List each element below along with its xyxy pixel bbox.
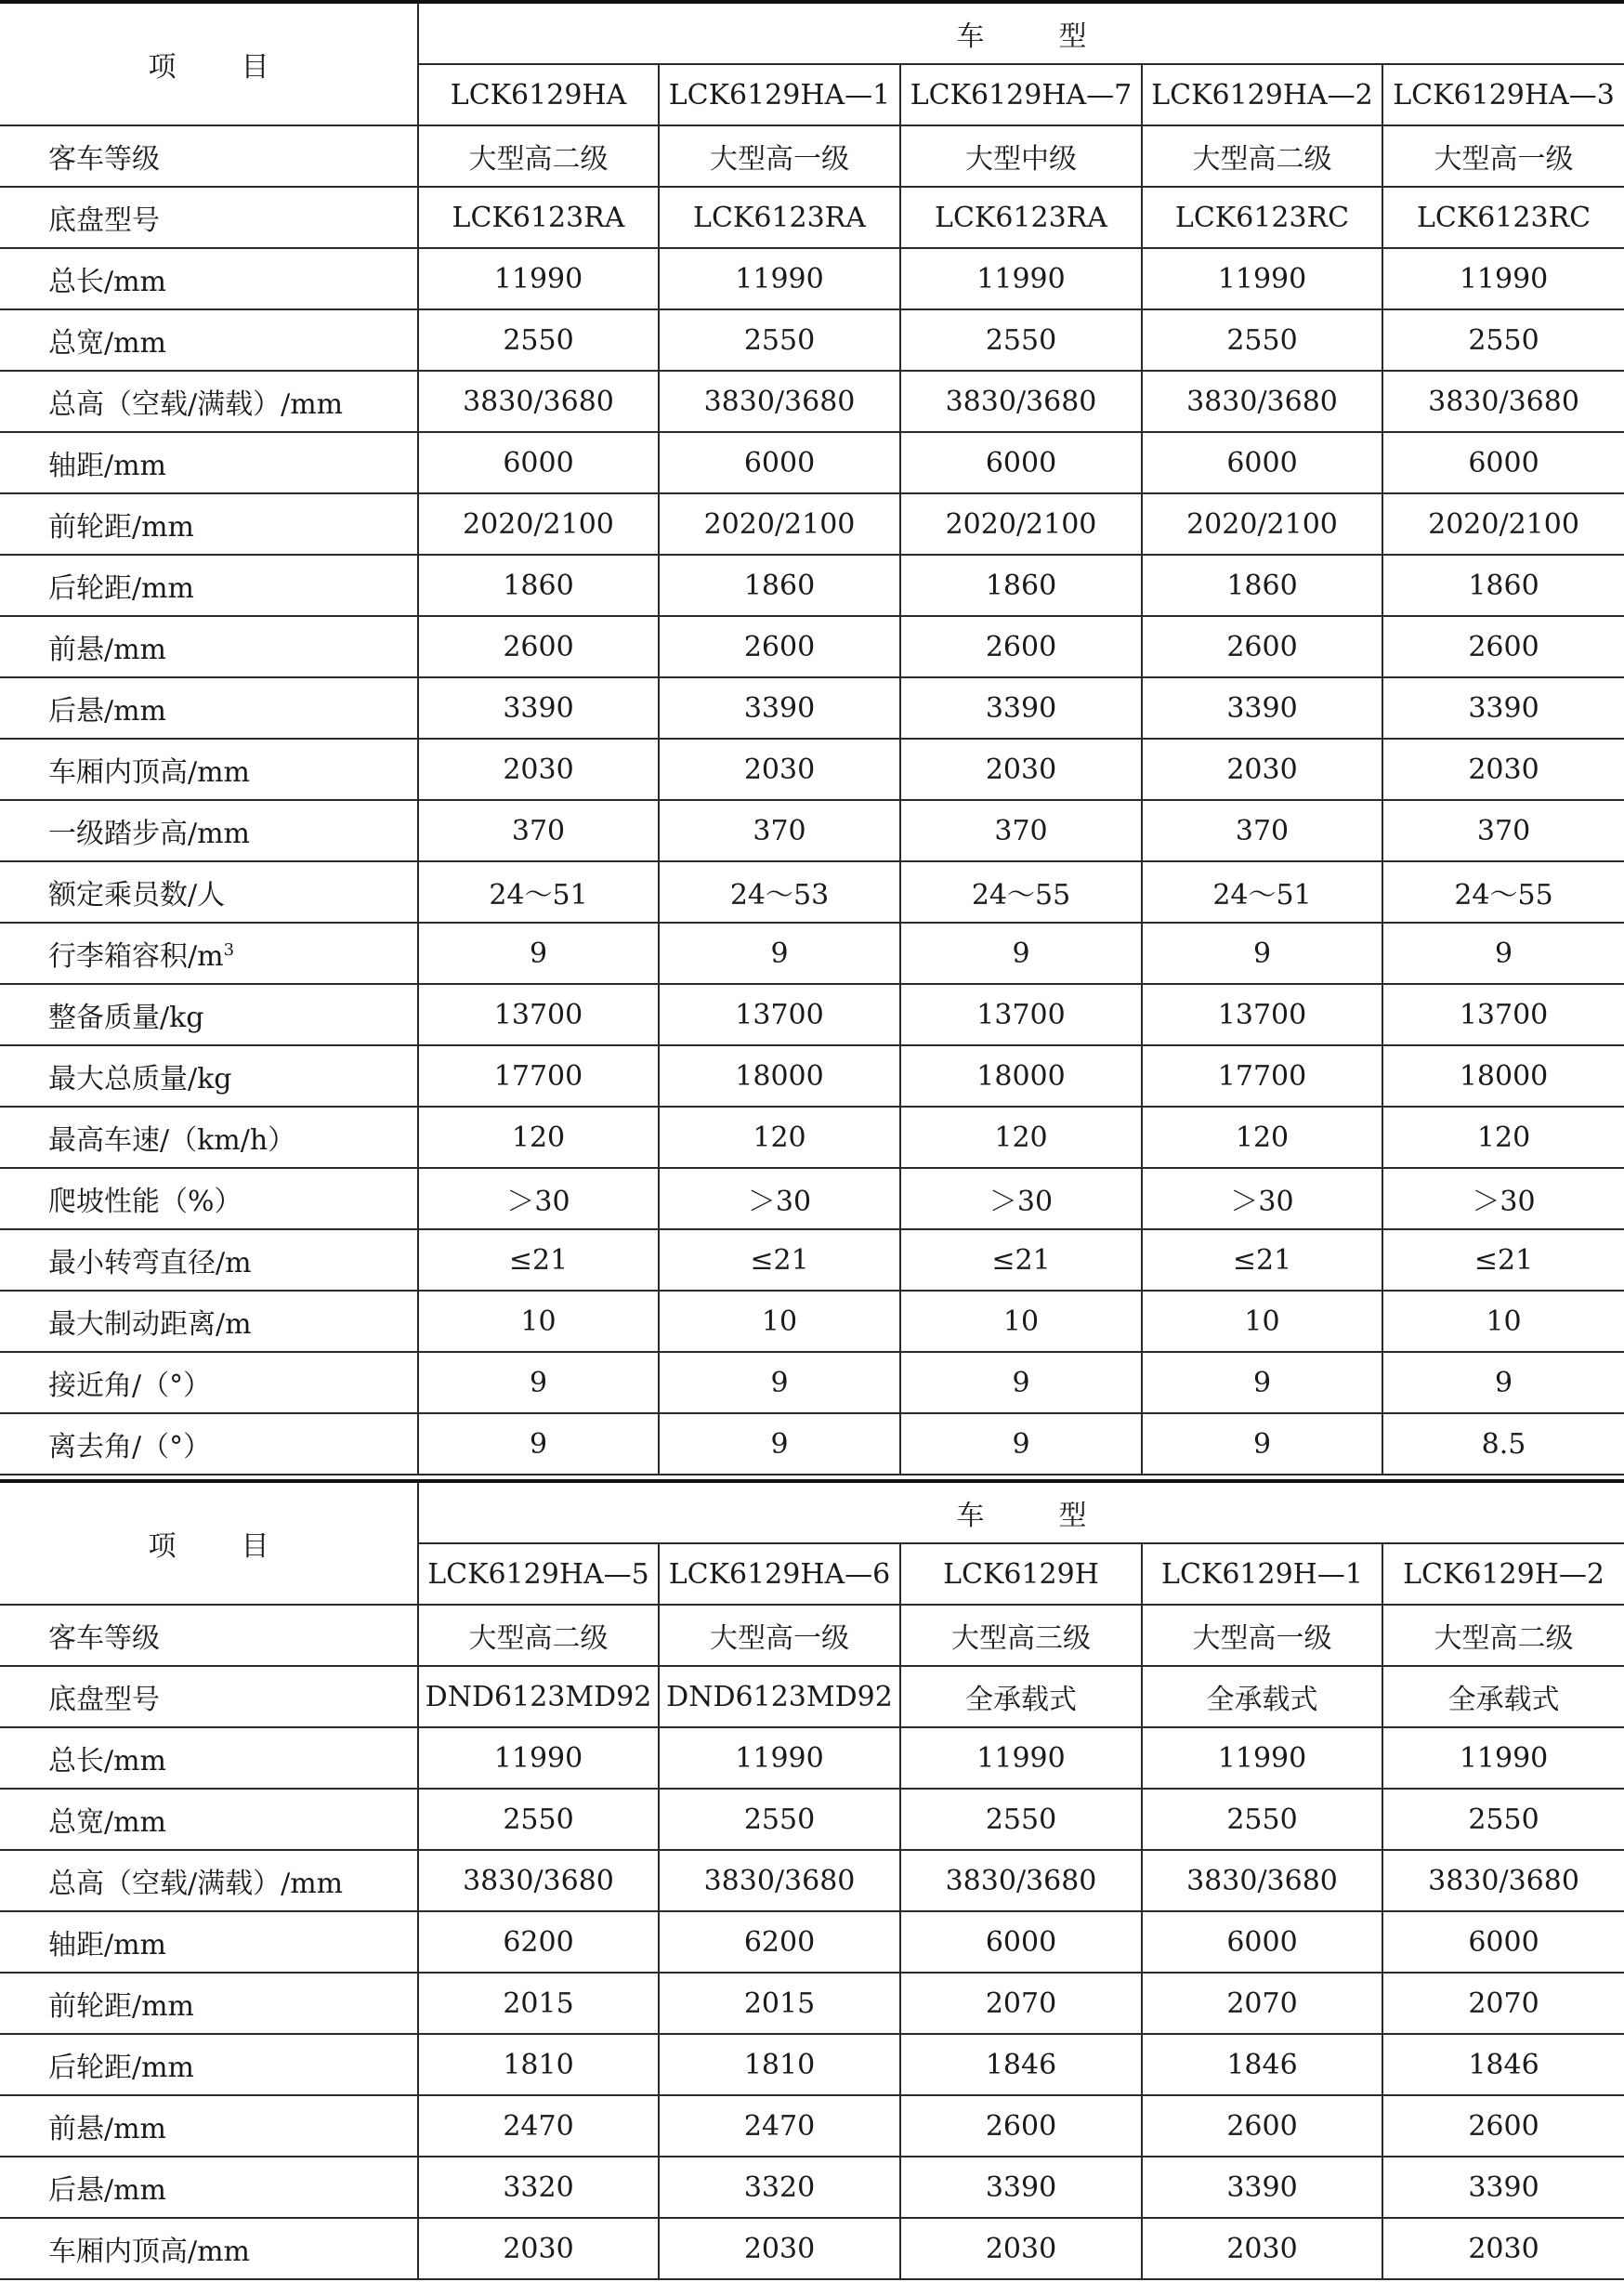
table-row	[0, 187, 1624, 248]
row-label-text: 后轮距/mm	[48, 2052, 195, 2084]
table-cell: 大型高二级	[418, 1605, 659, 1666]
row-label-text: 前悬/mm	[48, 634, 167, 666]
table-cell: 2020/2100	[1382, 493, 1624, 555]
row-label	[0, 1229, 418, 1291]
row-label-text: 车厢内顶高/mm	[48, 2236, 251, 2268]
table-cell: 1860	[1382, 555, 1624, 616]
row-label-text: 最小转弯直径/m	[48, 1247, 252, 1279]
table-cell: 全承载式	[1382, 1666, 1624, 1727]
model-header: LCK6129HA—3	[1382, 64, 1624, 125]
table-cell: 3390	[900, 2157, 1142, 2218]
table-cell: 2070	[900, 1973, 1142, 2034]
table-cell: 11990	[659, 248, 900, 309]
table-row	[0, 1229, 1624, 1291]
table-cell: 9	[418, 1413, 659, 1475]
table-cell: 3830/3680	[659, 1850, 900, 1911]
table-cell: 全承载式	[1142, 1666, 1382, 1727]
row-label	[0, 861, 418, 923]
row-label	[0, 1107, 418, 1168]
row-label-text: 前轮距/mm	[48, 511, 195, 544]
row-label-text: 总高（空载/满载）/mm	[48, 1868, 344, 1900]
table-cell: 9	[900, 1352, 1142, 1413]
table-cell: 2015	[418, 1973, 659, 2034]
table-cell: 2030	[418, 2218, 659, 2279]
table-cell: LCK6123RA	[900, 187, 1142, 248]
table-row	[0, 1045, 1624, 1107]
table-cell: 大型高一级	[659, 1605, 900, 1666]
table-cell: 18000	[1382, 1045, 1624, 1107]
table-cell: 1860	[900, 555, 1142, 616]
table-cell: 2020/2100	[418, 493, 659, 555]
table-cell: 3320	[659, 2157, 900, 2218]
table-cell: 2015	[659, 1973, 900, 2034]
table-row	[0, 1352, 1624, 1413]
table-cell: 120	[1382, 1107, 1624, 1168]
row-label	[0, 677, 418, 739]
table-row	[0, 677, 1624, 739]
table-row	[0, 555, 1624, 616]
row-label	[0, 1045, 418, 1107]
table-row	[0, 432, 1624, 493]
table-cell: 6000	[1382, 432, 1624, 493]
row-label	[0, 125, 418, 187]
table-cell: 2550	[1382, 309, 1624, 371]
row-label	[0, 1850, 418, 1911]
row-label-text: 总高（空载/满载）/mm	[48, 388, 344, 421]
table-cell: 2550	[659, 309, 900, 371]
table-cell: 2600	[1382, 616, 1624, 677]
table-cell: 9	[659, 1352, 900, 1413]
table-2-header	[0, 1481, 1624, 1605]
row-label	[0, 1973, 418, 2034]
table-cell: 10	[900, 1291, 1142, 1352]
table-cell: 370	[418, 800, 659, 861]
table-cell: ≤21	[418, 1229, 659, 1291]
table-row	[0, 1666, 1624, 1727]
item-header-char-b: 目	[241, 51, 269, 84]
table-cell: 9	[1382, 1352, 1624, 1413]
table-cell: ≤21	[1382, 1229, 1624, 1291]
table-row	[0, 2095, 1624, 2157]
table-cell: 10	[659, 1291, 900, 1352]
row-label	[0, 2157, 418, 2218]
model-header: LCK6129H—1	[1142, 1543, 1382, 1605]
model-header: LCK6129HA	[418, 64, 659, 125]
table-row	[0, 1413, 1624, 1475]
vehicle-type-char-a: 车	[956, 1500, 985, 1532]
table-cell: 2550	[418, 309, 659, 371]
table-cell: 2070	[1142, 1973, 1382, 2034]
table-cell: 2600	[1142, 616, 1382, 677]
vehicle-type-header	[418, 1481, 1624, 1543]
row-label-text: 前悬/mm	[48, 2113, 167, 2145]
table-cell: 大型中级	[900, 125, 1142, 187]
row-label-text: 轴距/mm	[48, 1929, 167, 1961]
table-row	[0, 1911, 1624, 1973]
table-cell: 3390	[659, 677, 900, 739]
row-label	[0, 984, 418, 1045]
row-label	[0, 1291, 418, 1352]
model-header: LCK6129H—2	[1382, 1543, 1624, 1605]
table-cell: ＞30	[1382, 1168, 1624, 1229]
table-cell: 6200	[418, 1911, 659, 1973]
row-label-text: 一级踏步高/mm	[48, 818, 251, 850]
table-cell: 24～51	[1142, 861, 1382, 923]
table-cell: 3830/3680	[418, 371, 659, 432]
table-cell: 11990	[418, 1727, 659, 1789]
table-cell: 全承载式	[900, 1666, 1142, 1727]
table-cell: 6000	[659, 432, 900, 493]
model-header: LCK6129H	[900, 1543, 1142, 1605]
table-cell: 3830/3680	[1382, 371, 1624, 432]
table-cell: 24～55	[1382, 861, 1624, 923]
table-row	[0, 1605, 1624, 1666]
table-cell: 120	[659, 1107, 900, 1168]
table-cell: 3830/3680	[1382, 1850, 1624, 1911]
row-label	[0, 555, 418, 616]
table-cell: 1860	[659, 555, 900, 616]
table-cell: 13700	[1382, 984, 1624, 1045]
table-cell: 2030	[1382, 739, 1624, 800]
table-cell: 1810	[659, 2034, 900, 2095]
table-cell: 17700	[1142, 1045, 1382, 1107]
table-row	[0, 1168, 1624, 1229]
table-cell: 3320	[418, 2157, 659, 2218]
item-header-char-a: 项	[148, 51, 177, 84]
spec-table-2	[0, 1479, 1624, 2280]
table-cell: 11990	[1142, 1727, 1382, 1789]
table-cell: 2550	[1142, 1789, 1382, 1850]
table-cell: 3390	[1382, 677, 1624, 739]
table-row	[0, 1973, 1624, 2034]
table-cell: ≤21	[900, 1229, 1142, 1291]
table-cell: 3830/3680	[1142, 371, 1382, 432]
row-label-text: 最高车速/（km/h）	[48, 1124, 296, 1157]
vehicle-type-char-b: 型	[1058, 20, 1087, 53]
row-label-text: 客车等级	[48, 1622, 160, 1655]
table-cell: 2550	[659, 1789, 900, 1850]
table-cell: 1846	[1142, 2034, 1382, 2095]
table-cell: 11990	[1382, 248, 1624, 309]
model-header: LCK6129HA—6	[659, 1543, 900, 1605]
row-label	[0, 371, 418, 432]
table-cell: 2030	[1382, 2218, 1624, 2279]
table-cell: 120	[1142, 1107, 1382, 1168]
table-cell: 9	[418, 1352, 659, 1413]
row-label-text: 后轮距/mm	[48, 572, 195, 605]
table-cell: 9	[659, 923, 900, 984]
row-label	[0, 1168, 418, 1229]
table-cell: 370	[1382, 800, 1624, 861]
vehicle-type-char-b: 型	[1058, 1500, 1087, 1532]
row-label-text: 前轮距/mm	[48, 1990, 195, 2023]
table-cell: 2020/2100	[900, 493, 1142, 555]
row-label-text: 客车等级	[48, 143, 160, 176]
table-cell: 6000	[900, 1911, 1142, 1973]
table-cell: 3830/3680	[900, 1850, 1142, 1911]
table-cell: 1860	[1142, 555, 1382, 616]
table-cell: ＞30	[418, 1168, 659, 1229]
table-cell: 13700	[659, 984, 900, 1045]
table-cell: 2600	[900, 2095, 1142, 2157]
table-cell: 2030	[1142, 2218, 1382, 2279]
row-label-text: 离去角/（°）	[48, 1431, 212, 1463]
row-label	[0, 1666, 418, 1727]
table-row	[0, 861, 1624, 923]
table-cell: 9	[1382, 923, 1624, 984]
table-cell: LCK6123RC	[1142, 187, 1382, 248]
table-cell: 370	[900, 800, 1142, 861]
table-cell: 18000	[659, 1045, 900, 1107]
table-row	[0, 1107, 1624, 1168]
table-row	[0, 2157, 1624, 2218]
item-header	[0, 2, 418, 125]
row-label-text: 底盘型号	[48, 204, 160, 237]
table-cell: 2550	[1382, 1789, 1624, 1850]
table-row	[0, 371, 1624, 432]
table-cell: 3830/3680	[659, 371, 900, 432]
table-cell: 370	[659, 800, 900, 861]
vehicle-type-char-a: 车	[956, 20, 985, 53]
item-header	[0, 1481, 418, 1605]
table-cell: 17700	[418, 1045, 659, 1107]
table-cell: 3390	[1142, 2157, 1382, 2218]
table-cell: 9	[900, 923, 1142, 984]
table-1-body	[0, 125, 1624, 1475]
row-label-text: 接近角/（°）	[48, 1370, 212, 1402]
row-label-text: 轴距/mm	[48, 450, 167, 482]
table-cell: 2070	[1382, 1973, 1624, 2034]
row-label	[0, 493, 418, 555]
table-cell: 2600	[900, 616, 1142, 677]
table-cell: 3390	[1142, 677, 1382, 739]
table-row	[0, 1291, 1624, 1352]
table-cell: LCK6123RA	[659, 187, 900, 248]
table-row	[0, 923, 1624, 984]
table-cell: 大型高二级	[1142, 125, 1382, 187]
table-cell: 大型高二级	[1382, 1605, 1624, 1666]
model-header: LCK6129HA—5	[418, 1543, 659, 1605]
table-cell: 6000	[418, 432, 659, 493]
row-label	[0, 432, 418, 493]
table-row	[0, 984, 1624, 1045]
table-cell: 9	[659, 1413, 900, 1475]
table-row	[0, 1850, 1624, 1911]
row-label	[0, 1352, 418, 1413]
table-cell: 13700	[900, 984, 1142, 1045]
table-row	[0, 739, 1624, 800]
table-cell: 9	[900, 1413, 1142, 1475]
table-row	[0, 1789, 1624, 1850]
table-cell: 24～53	[659, 861, 900, 923]
table-cell: 24～55	[900, 861, 1142, 923]
table-cell: 6000	[1142, 432, 1382, 493]
table-cell: 2600	[659, 616, 900, 677]
row-label-text: 最大总质量/kg	[48, 1063, 232, 1095]
table-cell: 6000	[1382, 1911, 1624, 1973]
item-header-char-b: 目	[241, 1530, 269, 1563]
row-label-text: 车厢内顶高/mm	[48, 756, 251, 789]
table-cell: 2550	[418, 1789, 659, 1850]
table-cell: 2030	[1142, 739, 1382, 800]
row-label-text: 最大制动距离/m	[48, 1308, 252, 1341]
table-cell: ≤21	[1142, 1229, 1382, 1291]
table-row	[0, 800, 1624, 861]
table-cell: 3830/3680	[418, 1850, 659, 1911]
table-cell: 大型高一级	[659, 125, 900, 187]
table-row	[0, 1727, 1624, 1789]
table-cell: 9	[1142, 923, 1382, 984]
table-cell: 2030	[418, 739, 659, 800]
table-cell: 大型高一级	[1142, 1605, 1382, 1666]
row-label-text: 后悬/mm	[48, 2174, 167, 2207]
row-label-text: 底盘型号	[48, 1684, 160, 1716]
table-cell: 2020/2100	[1142, 493, 1382, 555]
table-cell: 6000	[1142, 1911, 1382, 1973]
table-cell: 2600	[1142, 2095, 1382, 2157]
row-label	[0, 800, 418, 861]
table-row	[0, 125, 1624, 187]
table-cell: 6200	[659, 1911, 900, 1973]
row-label-text: 总长/mm	[48, 266, 167, 298]
row-label-text: 行李箱容积/m	[48, 940, 224, 973]
table-cell: 2600	[418, 616, 659, 677]
table-row	[0, 2218, 1624, 2279]
model-header: LCK6129HA—2	[1142, 64, 1382, 125]
table-cell: 18000	[900, 1045, 1142, 1107]
table-row	[0, 493, 1624, 555]
table-cell: 9	[1142, 1413, 1382, 1475]
table-cell: ＞30	[900, 1168, 1142, 1229]
table-cell: 2020/2100	[659, 493, 900, 555]
row-label	[0, 616, 418, 677]
table-cell: 2030	[659, 2218, 900, 2279]
item-header-char-a: 项	[148, 1530, 177, 1563]
table-cell: 13700	[418, 984, 659, 1045]
model-header: LCK6129HA—7	[900, 64, 1142, 125]
table-cell: 11990	[1382, 1727, 1624, 1789]
table-cell: 9	[1142, 1352, 1382, 1413]
table-cell: 10	[418, 1291, 659, 1352]
table-cell: 10	[1142, 1291, 1382, 1352]
table-cell: 13700	[1142, 984, 1382, 1045]
table-cell: 120	[418, 1107, 659, 1168]
row-label-text: 总宽/mm	[48, 1806, 167, 1839]
row-label	[0, 187, 418, 248]
table-cell: 2030	[659, 739, 900, 800]
table-1-header	[0, 2, 1624, 125]
table-cell: 3390	[900, 677, 1142, 739]
table-cell: 6000	[900, 432, 1142, 493]
table-cell: 1846	[1382, 2034, 1624, 2095]
table-cell: 3390	[418, 677, 659, 739]
table-cell: 2550	[900, 1789, 1142, 1850]
row-label	[0, 309, 418, 371]
row-label	[0, 923, 418, 984]
table-cell: DND6123MD92	[659, 1666, 900, 1727]
table-cell: 24～51	[418, 861, 659, 923]
table-cell: 2030	[900, 2218, 1142, 2279]
table-cell: 120	[900, 1107, 1142, 1168]
row-label	[0, 1911, 418, 1973]
table-cell: 11990	[1142, 248, 1382, 309]
table-row	[0, 616, 1624, 677]
row-label-text: 后悬/mm	[48, 695, 167, 728]
table-cell: 大型高三级	[900, 1605, 1142, 1666]
table-cell: LCK6123RA	[418, 187, 659, 248]
table-2-body	[0, 1605, 1624, 2279]
table-cell: 3830/3680	[900, 371, 1142, 432]
table-cell: 1846	[900, 2034, 1142, 2095]
table-cell: LCK6123RC	[1382, 187, 1624, 248]
row-label-text: 爬坡性能（%）	[48, 1186, 242, 1218]
row-label-text: 总长/mm	[48, 1745, 167, 1777]
row-label	[0, 2095, 418, 2157]
table-cell: 大型高二级	[418, 125, 659, 187]
table-cell: 2550	[900, 309, 1142, 371]
table-cell: ＞30	[1142, 1168, 1382, 1229]
table-cell: 1860	[418, 555, 659, 616]
vehicle-type-header	[418, 2, 1624, 64]
row-label	[0, 248, 418, 309]
row-label	[0, 2218, 418, 2279]
table-row	[0, 248, 1624, 309]
model-header: LCK6129HA—1	[659, 64, 900, 125]
table-cell: 370	[1142, 800, 1382, 861]
table-row	[0, 2034, 1624, 2095]
table-cell: 11990	[418, 248, 659, 309]
table-cell: 2470	[659, 2095, 900, 2157]
table-cell: 8.5	[1382, 1413, 1624, 1475]
table-cell: DND6123MD92	[418, 1666, 659, 1727]
table-cell: 大型高一级	[1382, 125, 1624, 187]
table-cell: 3390	[1382, 2157, 1624, 2218]
row-label	[0, 1789, 418, 1850]
header-row-group	[0, 1481, 1624, 1543]
row-label	[0, 2034, 418, 2095]
table-cell: 3830/3680	[1142, 1850, 1382, 1911]
table-cell: 2600	[1382, 2095, 1624, 2157]
row-label	[0, 1413, 418, 1475]
table-cell: 2550	[1142, 309, 1382, 371]
row-label-text: 总宽/mm	[48, 327, 167, 360]
row-label	[0, 1727, 418, 1789]
table-cell: 2470	[418, 2095, 659, 2157]
table-cell: 9	[418, 923, 659, 984]
row-label-text: 整备质量/kg	[48, 1002, 204, 1034]
row-label	[0, 1605, 418, 1666]
row-label	[0, 739, 418, 800]
header-row-group	[0, 2, 1624, 64]
table-cell: 11990	[659, 1727, 900, 1789]
table-cell: 11990	[900, 1727, 1142, 1789]
table-cell: 11990	[900, 248, 1142, 309]
table-cell: ≤21	[659, 1229, 900, 1291]
table-cell: 10	[1382, 1291, 1624, 1352]
table-cell: 1810	[418, 2034, 659, 2095]
row-label-superscript: 3	[223, 940, 235, 960]
table-row	[0, 309, 1624, 371]
table-cell: 2030	[900, 739, 1142, 800]
table-cell: ＞30	[659, 1168, 900, 1229]
row-label-text: 额定乘员数/人	[48, 879, 226, 911]
